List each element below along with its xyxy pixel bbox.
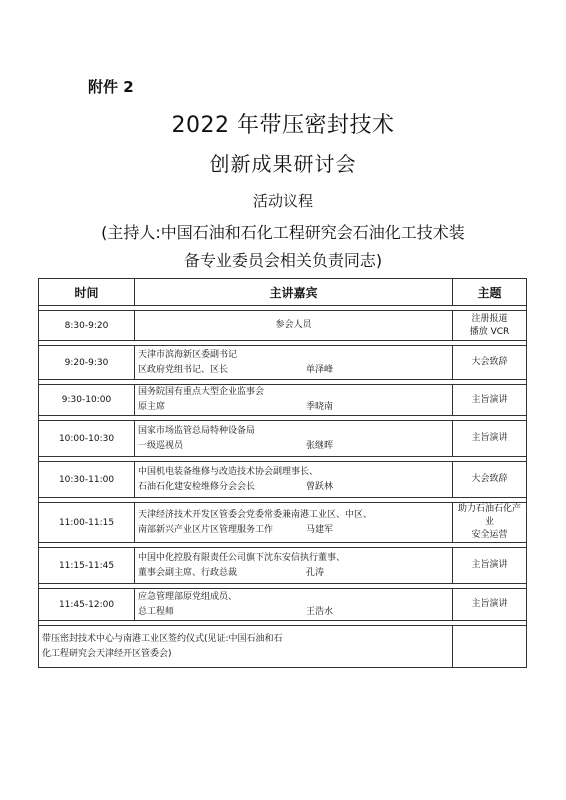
theme-cell xyxy=(453,548,527,584)
document-title-line2: 创新成果研讨会 xyxy=(209,152,357,176)
time-cell: 11:15-11:45 xyxy=(39,548,135,584)
theme-cell xyxy=(453,626,527,668)
speaker-cell xyxy=(135,346,453,380)
table-row xyxy=(39,421,527,457)
theme-cell xyxy=(453,462,527,498)
host-note-line1: (主持人:中国石油和石化工程研究会石油化工技术装 xyxy=(101,223,465,242)
speaker-line1: 带压密封技术中心与南港工业区签约仪式(见证:中国石油和石 xyxy=(42,633,283,644)
time-cell: 9:30-10:00 xyxy=(39,385,135,416)
speaker-cell xyxy=(135,311,453,341)
table-row xyxy=(39,311,527,341)
speaker-position: 一级巡视员 xyxy=(138,440,184,451)
theme-line1: 主旨演讲 xyxy=(471,599,508,609)
theme-cell xyxy=(453,589,527,621)
header-time: 时间 xyxy=(39,279,135,306)
speaker-line2 xyxy=(138,566,449,581)
theme-line1: 助力石油石化产业 xyxy=(457,504,521,527)
time-cell: 11:45-12:00 xyxy=(39,589,135,621)
speaker-cell xyxy=(135,503,453,543)
speaker-line2 xyxy=(138,363,449,378)
speaker-name: 孔涛 xyxy=(306,567,325,578)
speaker-position: 总工程师 xyxy=(138,606,175,617)
agenda-body xyxy=(39,306,527,668)
theme-line1: 大会致辞 xyxy=(471,474,508,484)
speaker-position: 石油石化建安检维修分会会长 xyxy=(138,481,256,492)
header-theme: 主题 xyxy=(453,279,527,306)
table-row xyxy=(39,626,527,668)
speaker-name: 马建军 xyxy=(306,524,334,535)
theme-line1: 主旨演讲 xyxy=(471,560,508,570)
speaker-cell xyxy=(39,626,453,668)
speaker-line1: 国家市场监管总局特种设备局 xyxy=(138,425,256,436)
speaker-line1: 国务院国有重点大型企业监事会 xyxy=(138,387,265,397)
speaker-position: 原主席 xyxy=(138,402,166,412)
table-row xyxy=(39,385,527,416)
time-cell: 10:30-11:00 xyxy=(39,462,135,498)
speaker-line2 xyxy=(138,400,449,415)
speaker-cell xyxy=(135,589,453,621)
time-cell: 11:00-11:15 xyxy=(39,503,135,543)
speaker-line1: 天津市滨海新区委副书记 xyxy=(138,349,238,360)
theme-line1: 大会致辞 xyxy=(471,357,508,367)
speaker-line2 xyxy=(138,605,449,620)
time-cell: 8:30-9:20 xyxy=(39,311,135,341)
document-title-line1: 2022 年带压密封技术 xyxy=(171,113,395,138)
speaker-line1: 应急管理部原党组成员、 xyxy=(138,591,238,602)
table-row xyxy=(39,346,527,380)
theme-line2: 安全运营 xyxy=(471,530,508,540)
speaker-line1: 中国机电装备维修与改造技术协会副理事长、 xyxy=(138,466,319,477)
speaker-position: 化工程研究会天津经开区管委会) xyxy=(42,648,172,659)
speaker-line1: 中国中化控股有限责任公司旗下沈东安信执行董事、 xyxy=(138,552,346,563)
speaker-line1: 天津经济技术开发区管委会党委常委兼南港工业区、中区、 xyxy=(138,509,373,520)
speaker-line2 xyxy=(138,439,449,454)
host-note-line2: 备专业委员会相关负责同志) xyxy=(183,251,383,270)
theme-cell xyxy=(453,311,527,341)
theme-line1: 主旨演讲 xyxy=(471,433,508,443)
speaker-cell xyxy=(135,548,453,584)
attachment-label: 附件 2 xyxy=(88,78,134,96)
document-subtitle: 活动议程 xyxy=(252,192,313,210)
speaker-line2 xyxy=(138,523,449,538)
theme-line1: 主旨演讲 xyxy=(471,394,508,405)
speaker-name: 单泽峰 xyxy=(306,364,334,375)
speaker-position: 南部新兴产业区片区管理服务工作 xyxy=(138,524,274,535)
speaker-name: 张继晖 xyxy=(306,440,334,451)
table-row xyxy=(39,503,527,543)
table-row xyxy=(39,548,527,584)
theme-cell xyxy=(453,421,527,457)
theme-cell xyxy=(453,346,527,380)
theme-line2: 播放 VCR xyxy=(469,326,510,337)
speaker-line2 xyxy=(138,480,449,495)
table-header-row xyxy=(39,279,527,306)
speaker-cell xyxy=(135,462,453,498)
header-speaker: 主讲嘉宾 xyxy=(135,279,453,306)
table-row xyxy=(39,462,527,498)
speaker-name: 曾跃林 xyxy=(306,481,334,492)
time-cell: 10:00-10:30 xyxy=(39,421,135,457)
theme-cell xyxy=(453,385,527,416)
speaker-cell xyxy=(135,385,453,416)
theme-line1: 注册报道 xyxy=(471,313,508,324)
speaker-line1: 参会人员 xyxy=(275,320,312,330)
theme-cell xyxy=(453,503,527,543)
speaker-name: 王浩水 xyxy=(306,606,334,617)
time-cell: 9:20-9:30 xyxy=(39,346,135,380)
speaker-position: 区政府党组书记、区长 xyxy=(138,364,229,375)
speaker-cell xyxy=(135,421,453,457)
agenda-table xyxy=(38,278,527,668)
speaker-line2 xyxy=(42,647,449,662)
table-row xyxy=(39,589,527,621)
speaker-name: 季晓南 xyxy=(306,402,334,412)
speaker-position: 董事会副主席、行政总裁 xyxy=(138,567,238,578)
